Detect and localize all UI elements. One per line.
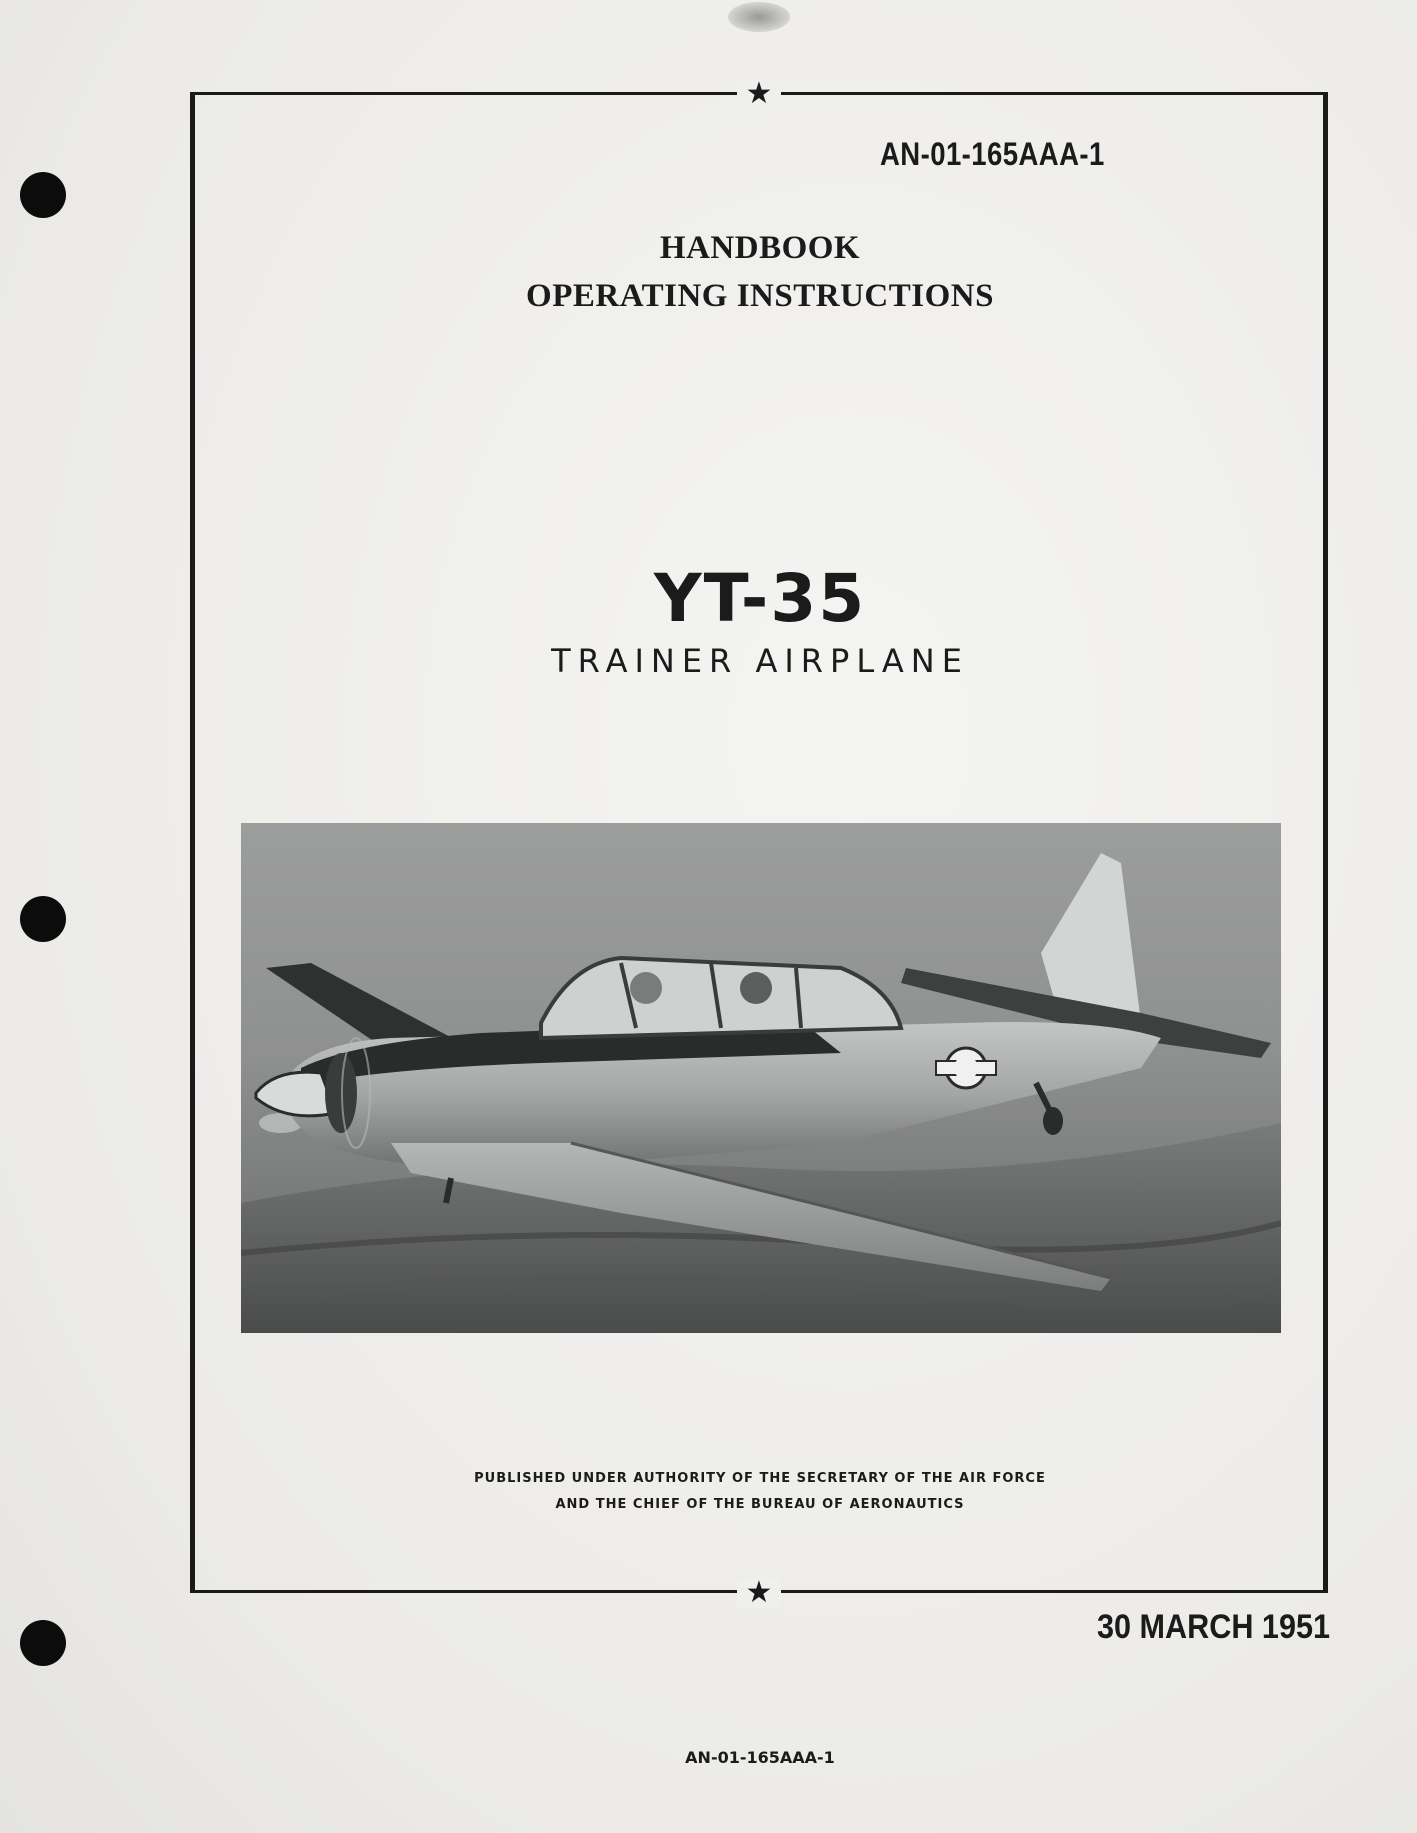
punch-hole-bottom bbox=[20, 1620, 66, 1666]
document-number: AN-01-165AAA-1 bbox=[880, 136, 1105, 172]
airplane-photograph bbox=[241, 823, 1281, 1333]
footer-document-number: AN-01-165AAA-1 bbox=[685, 1748, 835, 1767]
aircraft-type-subtitle: TRAINER AIRPLANE bbox=[551, 642, 969, 680]
handbook-heading: HANDBOOK bbox=[659, 230, 861, 266]
aircraft-model-title: YT-35 bbox=[653, 560, 867, 637]
star-icon: ★ bbox=[737, 1578, 781, 1608]
authority-statement-line-2: AND THE CHIEF OF THE BUREAU OF AERONAUTICS bbox=[555, 1497, 965, 1512]
punch-hole-top bbox=[20, 172, 66, 218]
authority-statement-line-1: PUBLISHED UNDER AUTHORITY OF THE SECRETARY OF THE AIR FORCE bbox=[474, 1471, 1046, 1486]
star-icon: ★ bbox=[737, 79, 781, 109]
operating-instructions-heading: OPERATING INSTRUCTIONS bbox=[526, 278, 994, 314]
punch-hole-middle bbox=[20, 896, 66, 942]
publication-date: 30 MARCH 1951 bbox=[1096, 1608, 1330, 1646]
paper-smudge bbox=[728, 2, 790, 32]
